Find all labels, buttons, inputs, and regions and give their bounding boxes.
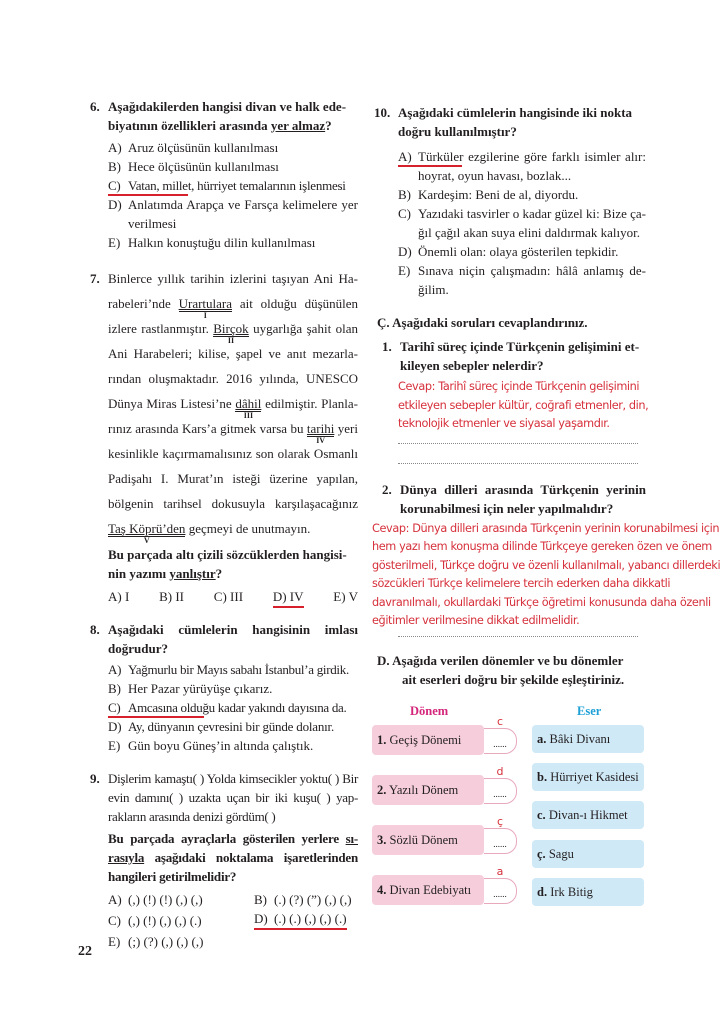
question-7 <box>90 266 358 608</box>
roman-label: V <box>108 536 185 545</box>
option-text: Ay, dünyanın çevresini bir günde dolanır. <box>128 719 335 734</box>
period-box <box>372 825 484 855</box>
options-row <box>90 587 358 608</box>
passage-text: uygarlığa şahit olan <box>248 321 358 336</box>
option-d[interactable] <box>273 587 304 608</box>
option-letter: B) <box>108 681 121 696</box>
passage-text: Dünya Miras Listesi’ne <box>108 396 236 411</box>
question-stem: Aşağıdakilerden hangisi divan ve halk ede- <box>108 99 347 114</box>
answer-slot[interactable] <box>484 864 517 904</box>
handwritten-answer: c <box>496 714 504 728</box>
option-text: Kardeşim: Beni de al, diyordu. <box>418 187 579 202</box>
question-number: 7. <box>90 271 100 286</box>
options-grid <box>90 889 358 952</box>
handwritten-answer: a <box>496 864 504 878</box>
question-number: 9. <box>90 771 100 786</box>
passage-text: rakların arasında denizi gördüm( ) <box>108 809 276 824</box>
option-e[interactable] <box>90 233 358 252</box>
underlined-word: dâhil <box>235 396 262 411</box>
section-title: ait eserleri doğru bir şekilde eşleştiriniz. <box>402 671 625 687</box>
passage-text: rından oluşmaktadır. 2016 yılında, UNESCO <box>108 371 358 386</box>
work-letter: d. <box>537 884 548 899</box>
option-letter: C) <box>398 206 411 221</box>
question-stem: korunabilmesi için neler yapılmalıdır? <box>400 500 614 516</box>
option-d[interactable] <box>90 195 358 233</box>
roman-label: II <box>213 336 248 345</box>
option-text: Amcasına olduğu kadar yakındı dayısına da. <box>128 700 347 715</box>
question-number: 10. <box>374 105 391 120</box>
open-question-1 <box>382 337 646 375</box>
stem-text: hangileri getirilmelidir? <box>108 869 237 884</box>
underlined-text: yer almaz <box>270 118 326 133</box>
period-name: Geçiş Dönemi <box>389 732 462 747</box>
question-8 <box>90 620 358 755</box>
option-e[interactable] <box>333 587 358 608</box>
left-column <box>90 97 358 952</box>
underlined-text: yanlıştır <box>169 566 216 581</box>
option-text: V <box>348 589 358 604</box>
option-text: Yazıdaki tasvirler o kadar güzel ki: Bize ça-ğıl çağıl akan suya elini daldırmak kalıyor. <box>418 206 646 240</box>
option-text: Yağmurlu bir Mayıs sabahı İstanbul’a girdik. <box>128 662 349 677</box>
question-stem: Dünya dilleri arasında Türkçenin yerinin <box>400 481 646 497</box>
answer-slot[interactable] <box>484 814 517 854</box>
option-c[interactable] <box>374 204 646 242</box>
option-letter: A) <box>108 892 122 907</box>
option-d[interactable] <box>90 717 358 736</box>
option-d[interactable] <box>254 910 347 930</box>
period-number: 1. <box>377 732 387 747</box>
passage-text: Dişlerim kamaştı( ) Yolda kimsecikler yoktu( ) <box>108 771 340 786</box>
option-letter: D) <box>272 589 287 604</box>
passage-text: ait olduğu düşünülen <box>232 296 359 311</box>
option-e[interactable] <box>374 261 646 299</box>
option-text: (,) (!) (!) (,) (,) <box>128 892 203 907</box>
work-letter: ç. <box>537 846 546 861</box>
option-letter: D) <box>254 911 268 926</box>
option-c[interactable] <box>214 587 243 608</box>
roman-label: III <box>235 411 261 420</box>
work-box <box>532 763 644 791</box>
numbered-word <box>306 419 335 445</box>
option-letter: E) <box>108 934 121 949</box>
option-a[interactable] <box>374 147 646 185</box>
answer-line <box>398 442 638 444</box>
section-title: D. Aşağıda verilen dönemler ve bu dönemler <box>377 652 624 668</box>
handwritten-answer[interactable]: Cevap: Dünya dilleri arasında Türkçenin yerinin korunabilmesi için hem yazı hem konuşma dilinde Türkçeye gereken özen ve önem gösterilmeli, Türkçe doğru ve özenli kullanılmalı, yabancı dillerdeki sözcükleri Türkçe kelimelere tercih ederken daha dikkatli davranılmalı, okullardaki Türkçe öğretimi konusunda daha özenli eğitimler verilmesine dikkat edilmelidir. <box>372 521 721 627</box>
option-text: Türküler ezgilerine göre farklı isimler alır: hoyrat, oyun havası, bozlak... <box>418 149 646 183</box>
option-b[interactable] <box>254 889 352 910</box>
option-letter: C) <box>213 589 227 604</box>
question-stem: Aşağıdaki cümlelerin hangisinde iki nokta <box>398 105 633 120</box>
work-letter: c. <box>537 807 546 822</box>
option-letter: E) <box>108 235 121 250</box>
work-letter: a. <box>537 731 547 746</box>
option-letter: D) <box>108 197 122 212</box>
option-e[interactable] <box>90 736 358 755</box>
question-stem <box>90 829 358 886</box>
question-number: 6. <box>90 99 100 114</box>
option-a[interactable] <box>108 587 129 608</box>
option-text: Hece ölçüsünün kullanılması <box>128 159 279 174</box>
stem-text: ? <box>325 118 332 133</box>
stem-text: ? <box>215 566 223 581</box>
blank: ...... <box>493 838 507 849</box>
passage-text: edilmiştir. Planla- <box>261 396 358 411</box>
option-e[interactable] <box>108 931 358 952</box>
period-name: Yazılı Dönem <box>389 782 459 797</box>
passage-text: kesinlikle kaçırmamalısınız son olarak Osmanlı <box>108 446 358 461</box>
passage-text: izlere rastlanmıştır. <box>108 321 214 336</box>
work-name: Bâki Divanı <box>549 731 611 746</box>
option-text: Gün boyu Güneş’in altında çalıştık. <box>128 738 314 753</box>
question-stem: Tarihî süreç içinde Türkçenin gelişimini et- <box>400 339 640 354</box>
option-b[interactable] <box>374 185 646 204</box>
open-question-2 <box>382 480 646 518</box>
option-letter: B) <box>159 589 173 604</box>
question-number: 1. <box>382 339 392 354</box>
passage-text: Bir evin damını( ) uzakta uçan bir iki kuşu( ) yap- <box>108 771 358 805</box>
option-text: Sınava niçin çalışmadın: hâlâ anlamış de-ğilim. <box>418 263 646 297</box>
option-text: (.) (.) (,) (,) (.) <box>274 911 347 926</box>
option-text: Her Pazar yürüyüşe çıkarız. <box>128 681 273 696</box>
option-letter: D) <box>398 244 412 259</box>
blank: ...... <box>493 738 507 749</box>
underlined-word: Urartulara <box>178 296 233 311</box>
work-box <box>532 840 644 868</box>
passage-text: Padişahı I. Murat’ın isteği üzerine yapılan, <box>108 471 358 486</box>
option-letter: A) <box>108 140 122 155</box>
section-title: Ç. Aşağıdaki soruları cevaplandırınız. <box>377 315 588 330</box>
option-text: (,) (!) (,) (,) (.) <box>128 913 202 928</box>
question-10 <box>374 103 646 299</box>
handwritten-answer: d <box>496 764 504 778</box>
work-name: Hürriyet Kasidesi <box>550 769 639 784</box>
option-a[interactable] <box>90 660 358 679</box>
option-letter: C) <box>108 913 121 928</box>
passage-text: yeri <box>334 421 359 436</box>
option-b[interactable] <box>90 679 358 698</box>
question-9 <box>90 769 358 952</box>
handwritten-answer: ç <box>496 814 504 828</box>
work-letter: b. <box>537 769 548 784</box>
numbered-word <box>108 519 186 545</box>
answer-slot[interactable] <box>484 764 517 804</box>
passage-text: Binlerce yıllık tarihin izlerini taşıyan Ani Ha- <box>108 271 358 286</box>
question-stem <box>90 116 358 135</box>
work-name: Divan-ı Hikmet <box>548 807 628 822</box>
passage-text: geçmeyi de unutmayın. <box>185 521 311 536</box>
passage-text: rınız arasında Kars’a gitmek varsa bu <box>108 421 307 436</box>
option-text: Vatan, millet, hürriyet temalarının işlenmesi <box>128 178 346 193</box>
option-c[interactable] <box>90 176 358 195</box>
answer-line <box>398 635 638 637</box>
numbered-word <box>235 394 262 420</box>
underlined-text: sı- <box>345 831 358 846</box>
option-text: Anlatımda Arapça ve Farsça kelimelere yer verilmesi <box>128 197 358 231</box>
option-text: (;) (?) (,) (,) (,) <box>128 934 204 949</box>
matching-exercise <box>374 703 646 903</box>
stem-text: biyatının özellikleri arasında <box>108 118 271 133</box>
option-letter: E) <box>108 738 121 753</box>
stem-text: aşağıdaki noktalama işaretlerinden <box>144 850 358 865</box>
passage-text: Ani Harabeleri; kilise, şapel ve anıt mezarla- <box>108 346 358 361</box>
option-letter: A) <box>108 589 122 604</box>
period-number: 3. <box>377 832 387 847</box>
option-letter: B) <box>398 187 411 202</box>
period-box <box>372 725 484 755</box>
question-6 <box>90 97 358 252</box>
option-letter: B) <box>254 892 267 907</box>
option-letter: C) <box>108 178 121 193</box>
option-letter: B) <box>108 159 121 174</box>
right-column <box>372 103 721 903</box>
question-number: 8. <box>90 622 100 637</box>
option-c[interactable] <box>90 698 358 717</box>
stem-text: Bu parçada ayraçlarla gösterilen yerlere <box>108 831 346 846</box>
answer-line <box>398 462 638 464</box>
question-number: 2. <box>382 481 392 497</box>
answer-slot[interactable] <box>484 714 517 754</box>
period-number: 4. <box>377 882 387 897</box>
period-box <box>372 775 484 805</box>
passage <box>90 769 358 826</box>
underlined-word: tarihi <box>306 421 335 436</box>
option-a[interactable] <box>90 138 358 157</box>
blank: ...... <box>493 888 507 899</box>
page-number: 22 <box>78 944 92 959</box>
option-b[interactable] <box>159 587 184 608</box>
roman-label: IV <box>307 436 334 445</box>
question-stem: Bu parçada altı çizili sözcüklerden hangisi- <box>108 547 347 562</box>
option-b[interactable] <box>90 157 358 176</box>
question-stem: doğru kullanılmıştır? <box>398 124 517 139</box>
option-text: IV <box>289 589 304 604</box>
handwritten-answer[interactable]: Cevap: Tarihî süreç içinde Türkçenin gelişimini etkileyen sebepler kültür, coğrafi etmenler, din, teknolojik etmenler ve siyasal yaşamdır. <box>398 380 649 430</box>
column-header-eser: Eser <box>577 703 602 718</box>
option-letter: C) <box>108 700 121 715</box>
option-letter: E) <box>333 589 346 604</box>
option-text: II <box>175 589 185 604</box>
underlined-word: Taş Köprü’den <box>108 521 186 536</box>
period-number: 2. <box>377 782 387 797</box>
roman-label: I <box>179 311 232 320</box>
period-name: Divan Edebiyatı <box>389 882 472 897</box>
underlined-text: rasıyla <box>108 850 145 865</box>
passage <box>90 266 359 545</box>
question-stem <box>90 564 358 583</box>
work-name: Irk Bitig <box>550 884 593 899</box>
option-letter: D) <box>108 719 122 734</box>
option-letter: E) <box>398 263 411 278</box>
question-stem: Aşağıdaki cümlelerin hangisinin imlası <box>108 622 358 637</box>
underlined-word: Birçok <box>213 321 249 336</box>
passage-text: bölgenin tarihsel dokusuyla karşılaşacağınız <box>108 496 358 511</box>
blank: ...... <box>493 788 507 799</box>
stem-text: nin yazımı <box>108 566 170 581</box>
passage-text: rabeleri’nde <box>108 296 179 311</box>
work-box <box>532 878 644 906</box>
question-stem: doğrudur? <box>108 641 168 656</box>
column-header-donem: Dönem <box>410 703 449 718</box>
option-text: Halkın konuştuğu dilin kullanılması <box>128 235 316 250</box>
question-stem: kileyen sebepler nelerdir? <box>400 358 544 373</box>
option-text: Önemli olan: olaya gösterilen tepkidir. <box>418 244 619 259</box>
period-box <box>372 875 484 905</box>
numbered-word <box>213 319 249 345</box>
option-text: III <box>230 589 244 604</box>
work-box <box>532 801 644 829</box>
work-name: Sagu <box>548 846 574 861</box>
option-text: Aruz ölçüsünün kullanılması <box>128 140 279 155</box>
option-d[interactable] <box>374 242 646 261</box>
period-name: Sözlü Dönem <box>389 832 458 847</box>
numbered-word <box>178 294 233 320</box>
option-text: I <box>124 589 130 604</box>
option-letter: A) <box>108 662 122 677</box>
option-text: (.) (?) (”) (,) (,) <box>274 892 352 907</box>
option-letter: A) <box>398 149 412 164</box>
work-box <box>532 725 644 753</box>
section-d-title <box>374 651 646 689</box>
